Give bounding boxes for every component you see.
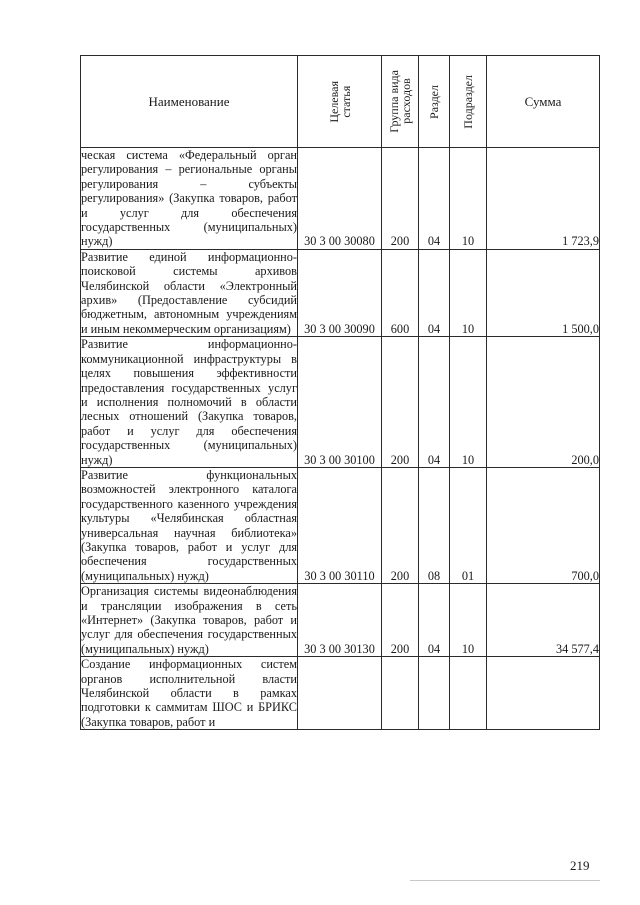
row-subsection: 10: [450, 584, 487, 657]
table-header-row: [81, 56, 600, 148]
row-group: 200: [382, 467, 419, 583]
row-section: 04: [419, 337, 450, 468]
row-subsection-empty: [450, 657, 487, 730]
row-group: 200: [382, 337, 419, 468]
header-name: Наименование: [81, 56, 298, 148]
row-target: 30 3 00 30080: [298, 148, 382, 250]
row-sum: 1 723,9: [487, 148, 600, 250]
row-subsection: 10: [450, 249, 487, 336]
row-target-empty: [298, 657, 382, 730]
row-group: 600: [382, 249, 419, 336]
header-sum: Сумма: [487, 56, 600, 148]
row-sum: 1 500,0: [487, 249, 600, 336]
header-subsection: [450, 56, 487, 148]
row-sum-empty: [487, 657, 600, 730]
table-row: [81, 467, 600, 583]
row-name: Развитие единой информационно-поисковой системы архивов Челябинской области «Электронный архив» (Предоставление субсидий бюджетным, автономным учреждениям и иным некоммерческим организациям): [81, 249, 297, 336]
row-target: 30 3 00 30110: [298, 467, 382, 583]
row-name: Развитие информационно-коммуникационной инфраструктуры в целях повышения эффективности предоставления государственных услуг и исполнения полномочий в области лесных отношений (Закупка товаров, работ и услуг для обеспечения государственных (муниципальных) нужд): [81, 337, 297, 467]
table-row-continued: [81, 657, 600, 730]
row-sum: 34 577,4: [487, 584, 600, 657]
row-name: ческая система «Федеральный орган регулирования – региональные органы регулирования – субъекты регулирования» (Закупка товаров, работ и услуг для обеспечения государственных (муниципальных) нужд): [81, 148, 297, 249]
footer-divider: [410, 880, 600, 881]
row-section: 04: [419, 584, 450, 657]
row-target: 30 3 00 30130: [298, 584, 382, 657]
header-target-label: Целевая статья: [326, 80, 353, 123]
row-section: 04: [419, 249, 450, 336]
header-subsection-label: Подраздел: [461, 74, 475, 129]
page-number: 219: [570, 858, 590, 873]
row-subsection: 10: [450, 337, 487, 468]
table-row: [81, 249, 600, 336]
row-target: 30 3 00 30090: [298, 249, 382, 336]
header-group-label: Группа вида расходов: [387, 70, 413, 133]
row-sum: 200,0: [487, 337, 600, 468]
row-section-empty: [419, 657, 450, 730]
budget-table: [80, 55, 600, 730]
row-subsection: 10: [450, 148, 487, 250]
row-name: Развитие функциональных возможностей электронного каталога государственного казенного учреждения культуры «Челябинская областная универсальная научная библиотека» (Закупка товаров, работ и услуг для обеспечения государственных (муниципальных) нужд): [81, 467, 297, 583]
row-group-empty: [382, 657, 419, 730]
table-row: [81, 584, 600, 657]
header-section-label: Раздел: [427, 84, 441, 119]
row-section: 08: [419, 467, 450, 583]
header-expense-group: [382, 56, 419, 148]
table-row: [81, 337, 600, 468]
row-sum: 700,0: [487, 467, 600, 583]
row-group: 200: [382, 584, 419, 657]
table-row: [81, 148, 600, 250]
row-subsection: 01: [450, 467, 487, 583]
row-name-continued: Создание информационных систем органов исполнительной власти Челябинской области в рамках подготовки к саммитам ШОС и БРИКС (Закупка товаров, работ и: [81, 657, 297, 729]
row-group: 200: [382, 148, 419, 250]
row-section: 04: [419, 148, 450, 250]
header-target-article: [298, 56, 382, 148]
row-name: Организация системы видеонаблюдения и трансляции изображения в сеть «Интернет» (Закупка товаров, работ и услуг для обеспечения государственных (муниципальных) нужд): [81, 584, 297, 656]
row-target: 30 3 00 30100: [298, 337, 382, 468]
header-section: [419, 56, 450, 148]
